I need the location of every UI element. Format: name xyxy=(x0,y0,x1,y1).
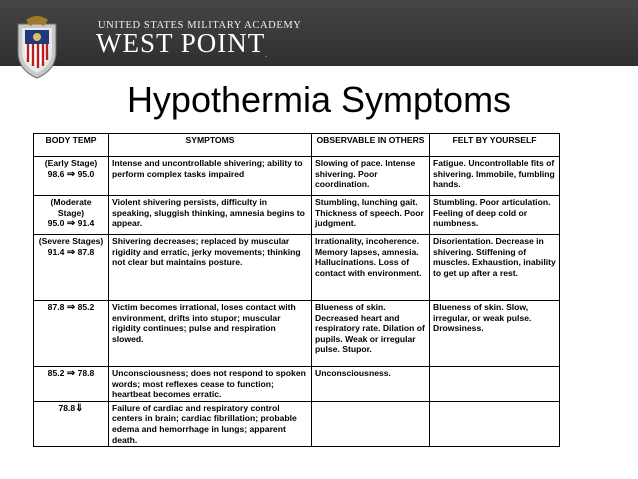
west-point-crest-icon xyxy=(14,14,60,80)
trademark-mark: . xyxy=(265,51,268,59)
symptoms-table xyxy=(33,133,560,447)
symptoms-cell: Failure of cardiac and respiratory control centers in brain; cardiac fibrillation; probable edema and hemorrhage in lungs; apparent death. xyxy=(109,401,312,446)
symptoms-cell: Victim becomes irrational, loses contact with environment, drifts into stupor; muscular rigidity continues; pulse and respiration slowed. xyxy=(109,301,312,367)
range-to: 91.4 xyxy=(77,218,95,229)
stage-label: (Severe Stages) xyxy=(38,236,104,246)
body-temp-cell xyxy=(34,196,109,235)
range-from: 78.8 xyxy=(58,402,76,413)
range-to: 95.0 xyxy=(77,168,95,179)
table-row xyxy=(34,301,560,367)
arrow-right-icon: ⇒ xyxy=(66,168,76,180)
body-temp-cell xyxy=(34,157,109,196)
range-from: 87.8 xyxy=(47,302,65,312)
academy-name-text: WEST POINT xyxy=(96,28,266,58)
body-temp-cell xyxy=(34,367,109,402)
table-header-row xyxy=(34,134,560,157)
arrow-down-icon: ⇓ xyxy=(75,402,84,414)
felt-cell xyxy=(430,401,560,446)
body-temp-cell xyxy=(34,401,109,446)
body-temp-cell xyxy=(34,235,109,301)
stage-label: (Moderate Stage) xyxy=(50,197,92,218)
observable-cell: Stumbling, lunching gait. Thickness of speech. Poor judgment. xyxy=(312,196,430,235)
header-felt: FELT BY YOURSELF xyxy=(430,134,560,157)
range-to: 85.2 xyxy=(77,302,95,312)
observable-cell: Slowing of pace. Intense shivering. Poor coordination. xyxy=(312,157,430,196)
table-row xyxy=(34,157,560,196)
felt-cell: Fatigue. Uncontrollable fits of shivering. Immobile, fumbling hands. xyxy=(430,157,560,196)
header-symptoms: SYMPTOMS xyxy=(109,134,312,157)
observable-cell: Irrationality, incoherence. Memory lapses, amnesia. Hallucinations. Loss of contact with environment. xyxy=(312,235,430,301)
range-to: 87.8 xyxy=(77,246,95,257)
academy-name xyxy=(96,28,268,58)
temp-range xyxy=(37,218,105,230)
felt-cell: Blueness of skin. Slow, irregular, or weak pulse. Drowsiness. xyxy=(430,301,560,367)
body-temp-cell xyxy=(34,301,109,367)
arrow-right-icon: ⇒ xyxy=(66,302,76,313)
table-row xyxy=(34,196,560,235)
temp-range xyxy=(37,247,105,259)
arrow-right-icon: ⇒ xyxy=(66,246,76,258)
symptoms-cell: Unconsciousness; does not respond to spoken words; most reflexes cease to function; heartbeat becomes erratic. xyxy=(109,367,312,402)
header-body-temp: BODY TEMP xyxy=(34,134,109,157)
observable-cell xyxy=(312,401,430,446)
range-from: 91.4 xyxy=(47,246,65,257)
table-row xyxy=(34,367,560,402)
felt-cell xyxy=(430,367,560,402)
symptoms-cell: Violent shivering persists, difficulty in speaking, sluggish thinking, amnesia begins to appear. xyxy=(109,196,312,235)
felt-cell: Stumbling. Poor articulation. Feeling of deep cold or numbness. xyxy=(430,196,560,235)
temp-range xyxy=(37,169,105,181)
felt-cell: Disorientation. Decrease in shivering. Stiffening of muscles. Exhaustion, inability to get up after a rest. xyxy=(430,235,560,301)
arrow-right-icon: ⇒ xyxy=(66,368,76,379)
header-band xyxy=(0,0,638,66)
academy-line: UNITED STATES MILITARY ACADEMY xyxy=(98,20,302,31)
range-from: 98.6 xyxy=(47,168,65,179)
symptoms-cell: Shivering decreases; replaced by muscular rigidity and erratic, jerky movements; thinking not clear but maintains posture. xyxy=(109,235,312,301)
range-to: 78.8 xyxy=(77,368,95,378)
range-from: 95.0 xyxy=(47,218,65,229)
temp-range xyxy=(37,368,105,380)
symptoms-cell: Intense and uncontrollable shivering; ability to perform complex tasks impaired xyxy=(109,157,312,196)
page-title: Hypothermia Symptoms xyxy=(126,79,512,120)
observable-cell: Unconsciousness. xyxy=(312,367,430,402)
temp-range xyxy=(37,302,105,314)
temp-range xyxy=(37,403,105,415)
stage-label: (Early Stage) xyxy=(44,158,98,168)
table-row xyxy=(34,235,560,301)
table-row xyxy=(34,401,560,446)
observable-cell: Blueness of skin. Decreased heart and respiratory rate. Dilation of pupils. Weak or irregular pulse. Stupor. xyxy=(312,301,430,367)
header-observable: OBSERVABLE IN OTHERS xyxy=(312,134,430,157)
range-from: 85.2 xyxy=(47,368,65,378)
arrow-right-icon: ⇒ xyxy=(66,218,76,230)
